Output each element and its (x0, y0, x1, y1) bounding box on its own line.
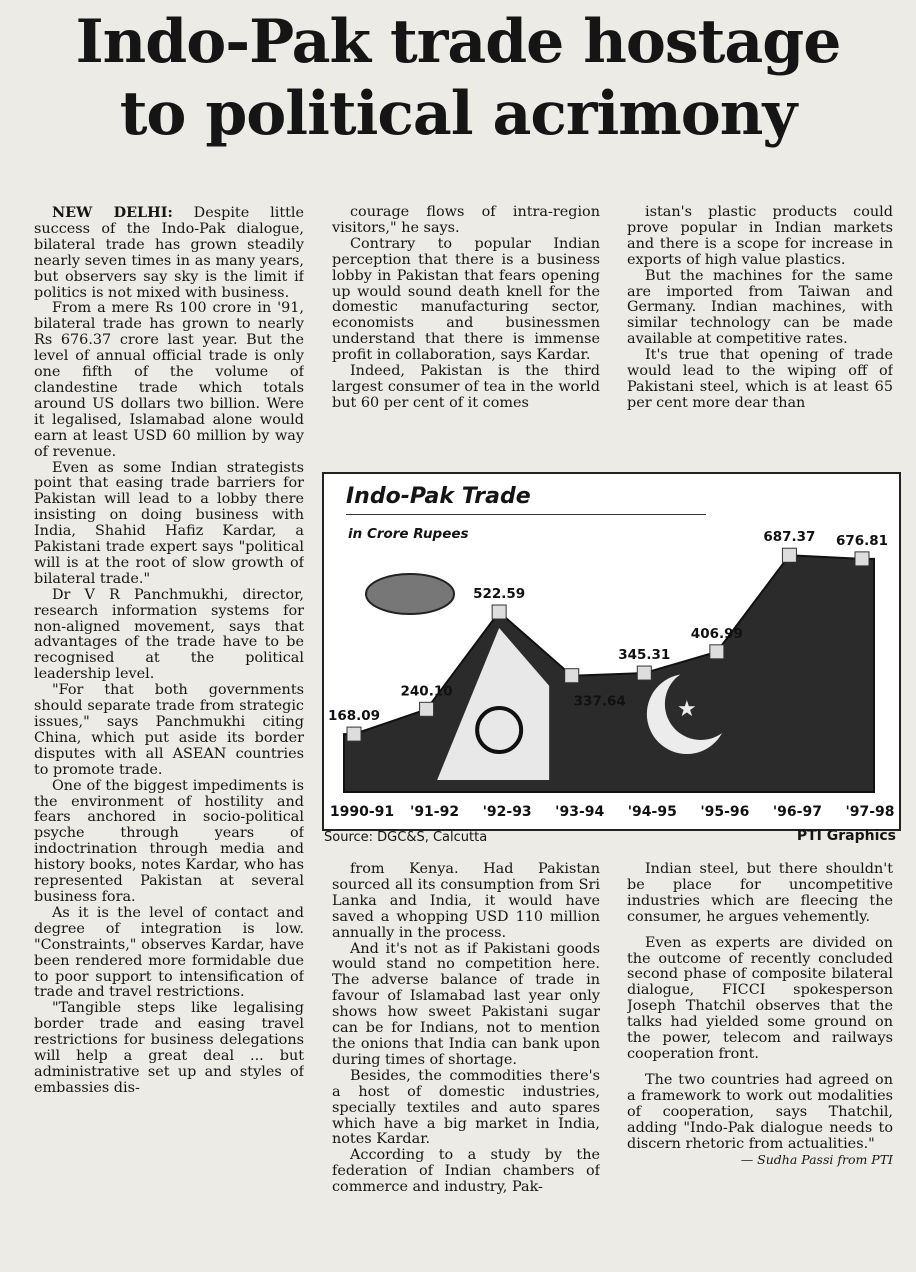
data-point (782, 548, 796, 562)
x-tick-label: '97-98 (845, 804, 895, 820)
headline-line-2: to political acrimony (119, 79, 797, 149)
paragraph-text: Despite little success of the Indo-Pak dialogue, bilateral trade has grown steadily nearly seven times in as many years, but observers say sky is the limit if politics is not mixed with business. (34, 205, 304, 301)
paragraph (627, 348, 893, 412)
data-label: 345.31 (618, 647, 671, 664)
paragraph-text: courage flows of intra-region visitors," he says. (332, 205, 600, 236)
paragraph-text: Even as some Indian strategists point that easing trade barriers for Pakistan will lead to a lobby there insisting on doing business with India, Shahid Hafiz Kardar, a Pakistani trade expert says "political will is at the root of slow growth of bilateral trade." (34, 459, 304, 587)
data-point (710, 645, 724, 659)
chart-subtitle: in Crore Rupees (348, 526, 469, 542)
article-column-2-bottom (332, 862, 600, 1267)
chart-credit: PTI Graphics (796, 828, 896, 844)
data-point (420, 702, 434, 716)
data-label: 168.09 (327, 708, 381, 725)
x-tick-label: '96-97 (772, 804, 822, 820)
paragraph-text: According to a study by the federation of Indian chambers of commerce and industry, Pak- (332, 1147, 600, 1196)
x-tick-label: '92-93 (482, 804, 532, 820)
paragraph (34, 779, 304, 906)
paragraph-text: Contrary to popular Indian perception that there is a business lobby in Pakistan that fears opening up would sound death knell for the domestic manufacturing sector, economists and businessmen understand that there is immense profit in collaboration, says Kardar. (332, 235, 600, 364)
paragraph-text: The two countries had agreed on a framework to work out modalities of cooperation, says Thatchil, adding "Indo-Pak dialogue needs to discern rhetoric from actualities." (627, 1071, 893, 1152)
data-label: 240.10 (400, 683, 453, 700)
chart-source: Source: DGC&S, Calcutta (324, 830, 488, 845)
data-label: 337.64 (573, 693, 626, 710)
data-point (565, 669, 579, 683)
chart-title-rule (346, 514, 706, 515)
paragraph (627, 1073, 893, 1153)
crescent-inner (665, 668, 737, 740)
paragraph (627, 936, 893, 1063)
paragraph-text: Besides, the commodities there's a host of domestic industries, specially textiles and auto spares which have a big market in India, notes Kardar. (332, 1067, 600, 1148)
x-tick-label: '91-92 (410, 804, 460, 820)
data-label: 522.59 (473, 585, 526, 602)
paragraph-text: "Tangible steps like legalising border trade and easing travel restrictions for business delegations will help a great deal ... but administrative set up and styles of embassies dis- (34, 1000, 304, 1096)
paragraph-text: from Kenya. Had Pakistan sourced all its consumption from Sri Lanka and India, it would have saved a whopping USD 110 million annually in the process. (332, 862, 600, 941)
paragraph-text: As it is the level of contact and degree of integration is low. "Constraints," observes Kardar, have been rendered more formidable due to poor support to intensification of trade and travel restrictions. (34, 904, 304, 1001)
paragraph-text: But the machines for the same are imported from Taiwan and Germany. Indian machines, with similar technology can be made available at competitive rates. (627, 267, 893, 348)
paragraph (332, 1148, 600, 1196)
paragraph (627, 269, 893, 349)
chart-title: Indo-Pak Trade (346, 484, 531, 509)
data-label: 676.81 (835, 532, 889, 549)
dateline: NEW DELHI: (52, 205, 173, 221)
x-tick-label: 1990-91 (329, 804, 395, 820)
paragraph (34, 205, 304, 301)
paragraph-text: Dr V R Panchmukhi, director, research information systems for non-aligned movement, says that advantages of the trade have to be recognised at the political leadership level. (34, 586, 304, 683)
paragraph (332, 1069, 600, 1149)
paragraph (627, 205, 893, 269)
headline-line-1: Indo-Pak trade hostage (75, 7, 841, 77)
byline: — Sudha Passi from PTI (740, 1152, 893, 1168)
data-point (347, 727, 361, 741)
headline (0, 6, 916, 150)
trade-chart (322, 472, 902, 857)
paragraph (34, 301, 304, 460)
paragraph-text: istan's plastic products could prove popular in Indian markets and there is a scope for increase in exports of high value plastics. (627, 205, 893, 268)
paragraph (34, 1001, 304, 1096)
paragraph (627, 862, 893, 926)
paragraph-text: Indeed, Pakistan is the third largest consumer of tea in the world but 60 per cent of it comes (332, 363, 600, 411)
article-column-3-bottom (627, 862, 893, 1267)
article-column-2-top (332, 205, 600, 455)
x-tick-label: '95-96 (700, 804, 750, 820)
paragraph-text: Even as experts are divided on the outcome of recently concluded second phase of composite bilateral dialogue, FICCI spokesperson Joseph Thatchil observes that the talks had yielded some ground on the power, telecom and railways cooperation front. (627, 934, 893, 1062)
paragraph (34, 683, 304, 778)
paragraph (332, 364, 600, 412)
paragraph (332, 237, 600, 364)
star-motif: ★ (676, 697, 697, 722)
article-column-1 (34, 205, 304, 1265)
paragraph-text: From a mere Rs 100 crore in '91, bilateral trade has grown to nearly Rs 676.37 crore last year. But the level of annual official trade is only one fifth of the volume of clandestine trade which totals around US dollars two billion. Were it legalised, Islamabad alone would earn at least USD 60 million by way of revenue. (34, 300, 304, 460)
paragraph-text: It's true that opening of trade would lead to the wiping off of Pakistani steel, which is at least 65 per cent more dear than (627, 347, 893, 411)
data-point (855, 552, 869, 566)
data-label: 406.99 (690, 625, 743, 642)
x-tick-label: '93-94 (555, 804, 605, 820)
data-label: 687.37 (763, 529, 816, 546)
data-point (492, 605, 506, 619)
article-column-3-top (627, 205, 893, 455)
paragraph (332, 942, 600, 1069)
paragraph (332, 862, 600, 942)
data-point (637, 666, 651, 680)
paragraph (34, 588, 304, 683)
paragraph (34, 906, 304, 1001)
paragraph (34, 461, 304, 588)
handshake-icon (366, 574, 454, 614)
paragraph-text: Indian steel, but there shouldn't be place for uncompetitive industries which are fleecing the consumer, he argues vehemently. (627, 862, 893, 925)
paragraph (332, 205, 600, 237)
paragraph-text: One of the biggest impediments is the environment of hostility and fears anchored in socio-political psyche through years of indoctrination through media and history books, notes Kardar, who has represented Pakistan at several business fora. (34, 777, 304, 905)
paragraph-text: "For that both governments should separate trade from strategic issues," says Panchmukhi citing China, which put aside its border disputes with all ASEAN countries to promote trade. (34, 682, 304, 778)
x-tick-label: '94-95 (627, 804, 677, 820)
paragraph-text: And it's not as if Pakistani goods would stand no competition here. The adverse balance of trade in favour of Islamabad last year only shows how sweet Pakistani sugar can be for Indians, not to mention the onions that India can bank upon during times of shortage. (332, 940, 600, 1068)
